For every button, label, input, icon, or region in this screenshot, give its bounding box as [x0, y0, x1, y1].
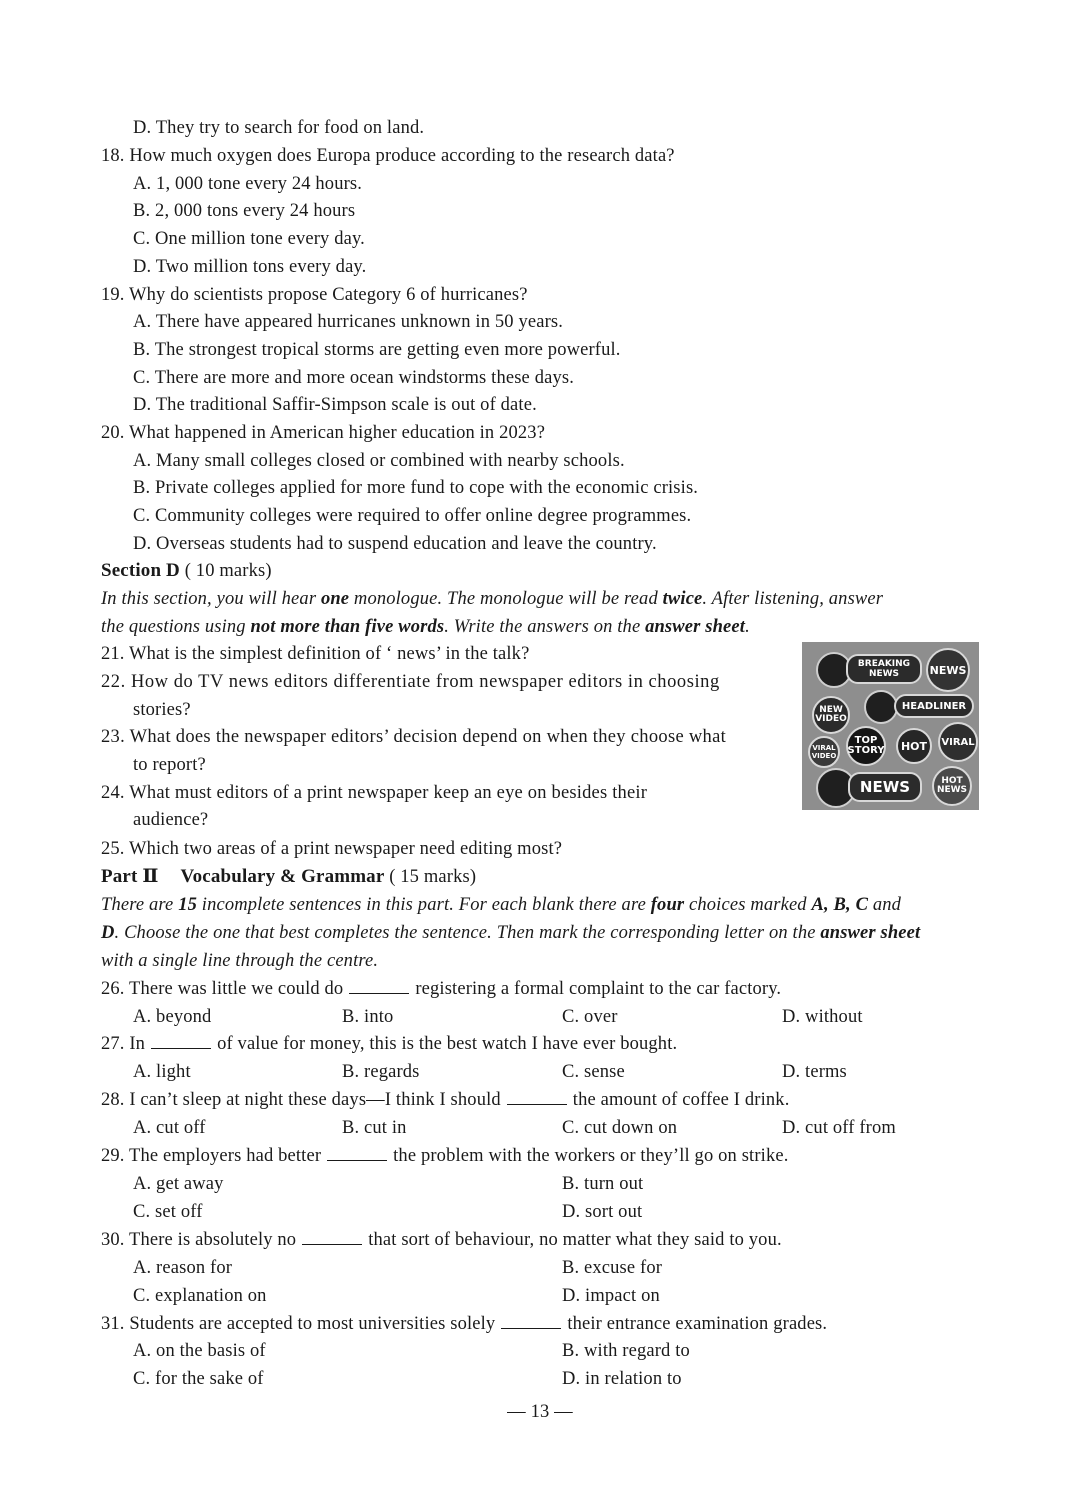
question-28	[101, 1088, 789, 1112]
q31-option-a: A. on the basis of	[133, 1341, 266, 1361]
q31-option-c: C. for the sake of	[133, 1369, 264, 1389]
q30-option-c: C. explanation on	[133, 1286, 267, 1306]
question-text: registering a formal complaint to the car factory.	[415, 979, 782, 999]
q18-option-a: A. 1, 000 tone every 24 hours.	[133, 174, 363, 194]
answer-blank	[349, 979, 409, 994]
answer-blank	[501, 1314, 561, 1329]
q19-option-b: B. The strongest tropical storms are getting even more powerful.	[133, 340, 621, 360]
q30-option-a: A. reason for	[133, 1258, 233, 1278]
question-26	[101, 977, 781, 1001]
q18-option-d: D. Two million tons every day.	[133, 257, 367, 277]
q27-option-b: B. regards	[342, 1062, 420, 1082]
question-text: the amount of coffee I drink.	[572, 1090, 790, 1110]
q20-option-b: B. Private colleges applied for more fund to cope with the economic crisis.	[133, 478, 699, 498]
news-large-badge: NEWS	[848, 772, 922, 802]
q18-option-c: C. One million tone every day.	[133, 229, 365, 249]
answer-blank	[507, 1090, 567, 1105]
q30-option-d: D. impact on	[562, 1286, 660, 1306]
q29-option-b: B. turn out	[562, 1174, 644, 1194]
question-23: 23. What does the newspaper editors’ decision depend on when they choose what	[101, 727, 727, 747]
question-18: 18. How much oxygen does Europa produce according to the research data?	[101, 146, 675, 166]
instr-text: and	[868, 895, 902, 915]
question-text: the problem with the workers or they’ll go on strike.	[393, 1146, 789, 1166]
question-text: 27. In	[101, 1034, 146, 1054]
q20-option-c: C. Community colleges were required to offer online degree programmes.	[133, 506, 692, 526]
question-text: their entrance examination grades.	[567, 1314, 828, 1334]
instr-bold: A, B, C	[811, 895, 869, 915]
section-d-instructions-1	[101, 587, 883, 611]
globe-icon	[864, 690, 898, 724]
question-30	[101, 1228, 782, 1252]
q26-option-a: A. beyond	[133, 1007, 212, 1027]
question-19: 19. Why do scientists propose Category 6 of hurricanes?	[101, 285, 528, 305]
instr-text: incomplete sentences in this part. For each blank there are	[197, 895, 651, 915]
new-video-badge: NEW VIDEO	[812, 696, 850, 734]
q27-option-a: A. light	[133, 1062, 191, 1082]
instr-text: choices marked	[684, 895, 812, 915]
question-29	[101, 1144, 788, 1168]
question-22-cont: stories?	[133, 700, 191, 720]
q31-option-d: D. in relation to	[562, 1369, 682, 1389]
part-2-marks: ( 15 marks)	[384, 867, 477, 887]
question-24-cont: audience?	[133, 810, 209, 830]
q29-option-d: D. sort out	[562, 1202, 643, 1222]
q18-option-b: B. 2, 000 tons every 24 hours	[133, 201, 356, 221]
top-story-badge: TOP STORY	[846, 726, 886, 766]
instr-bold: four	[650, 895, 685, 915]
question-text: 31. Students are accepted to most universities solely	[101, 1314, 496, 1334]
question-21: 21. What is the simplest definition of ‘ news’ in the talk?	[101, 644, 530, 664]
part-2-instructions-1	[101, 893, 901, 917]
section-d-marks: ( 10 marks)	[179, 561, 272, 581]
instr-bold: D	[101, 923, 115, 943]
answer-blank	[302, 1230, 362, 1245]
section-d-instructions-2	[101, 615, 750, 639]
q20-option-a: A. Many small colleges closed or combined with nearby schools.	[133, 451, 625, 471]
instr-bold: answer sheet	[645, 617, 746, 637]
q19-option-d: D. The traditional Saffir-Simpson scale is out of date.	[133, 395, 537, 415]
part-2-title-b: Vocabulary & Grammar	[180, 866, 385, 887]
instr-text: There are	[101, 895, 179, 915]
question-text: 28. I can’t sleep at night these days—I think I should	[101, 1090, 501, 1110]
instr-text: . Write the answers on the	[444, 617, 646, 637]
instr-text: .	[745, 617, 750, 637]
question-text: that sort of behaviour, no matter what they said to you.	[368, 1230, 782, 1250]
instr-bold: not more than five words	[250, 617, 445, 637]
instr-text: . Choose the one that best completes the sentence. Then mark the corresponding letter on the	[114, 923, 821, 943]
instr-text: the questions using	[101, 617, 251, 637]
question-text: 29. The employers had better	[101, 1146, 322, 1166]
question-23-cont: to report?	[133, 755, 206, 775]
instr-bold: twice	[662, 589, 703, 609]
news-badge: NEWS	[926, 648, 970, 692]
instr-bold: one	[320, 589, 350, 609]
question-text: 30. There is absolutely no	[101, 1230, 297, 1250]
q28-option-a: A. cut off	[133, 1118, 206, 1138]
q29-option-c: C. set off	[133, 1202, 203, 1222]
q19-option-a: A. There have appeared hurricanes unknown in 50 years.	[133, 312, 564, 332]
section-d-title: Section D	[101, 560, 180, 581]
page-number: — 13 —	[507, 1402, 573, 1422]
q30-option-b: B. excuse for	[562, 1258, 663, 1278]
answer-blank	[151, 1034, 211, 1049]
instr-text: . After listening, answer	[702, 589, 884, 609]
q19-option-c: C. There are more and more ocean windstorms these days.	[133, 368, 574, 388]
hot-badge: HOT	[896, 728, 932, 764]
q26-option-d: D. without	[782, 1007, 863, 1027]
question-22: 22. How do TV news editors differentiate from newspaper editors in choosing	[101, 672, 720, 692]
viral-video-badge: VIRAL VIDEO	[808, 736, 840, 768]
instr-bold: answer sheet	[820, 923, 921, 943]
headliner-badge: HEADLINER	[894, 694, 974, 718]
question-24: 24. What must editors of a print newspaper keep an eye on besides their	[101, 783, 648, 803]
q20-option-d: D. Overseas students had to suspend education and leave the country.	[133, 534, 657, 554]
question-text: 26. There was little we could do	[101, 979, 344, 999]
question-25: 25. Which two areas of a print newspaper need editing most?	[101, 839, 563, 859]
question-27	[101, 1032, 677, 1056]
q27-option-c: C. sense	[562, 1062, 625, 1082]
q29-option-a: A. get away	[133, 1174, 224, 1194]
q27-option-d: D. terms	[782, 1062, 847, 1082]
question-20: 20. What happened in American higher education in 2023?	[101, 423, 546, 443]
q28-option-d: D. cut off from	[782, 1118, 896, 1138]
hot-news-badge: HOT NEWS	[932, 766, 972, 806]
q28-option-b: B. cut in	[342, 1118, 407, 1138]
instr-bold: 15	[178, 895, 198, 915]
q26-option-c: C. over	[562, 1007, 618, 1027]
question-31	[101, 1312, 827, 1336]
viral-badge: VIRAL	[938, 722, 978, 762]
section-d-heading	[101, 559, 272, 583]
q26-option-b: B. into	[342, 1007, 394, 1027]
q17-option-d: D. They try to search for food on land.	[133, 118, 425, 138]
q28-option-c: C. cut down on	[562, 1118, 678, 1138]
breaking-news-badge: BREAKING NEWS	[846, 654, 922, 684]
part-2-heading	[101, 865, 476, 889]
instr-text: monologue. The monologue will be read	[349, 589, 663, 609]
part-2-instructions-2	[101, 921, 920, 945]
instr-text: In this section, you will hear	[101, 589, 321, 609]
news-badges-image	[802, 642, 979, 810]
part-2-instructions-3: with a single line through the centre.	[101, 951, 379, 971]
question-text: of value for money, this is the best watch I have ever bought.	[217, 1034, 678, 1054]
q31-option-b: B. with regard to	[562, 1341, 690, 1361]
part-2-title-a: Part Ⅱ	[101, 866, 159, 887]
answer-blank	[327, 1146, 387, 1161]
